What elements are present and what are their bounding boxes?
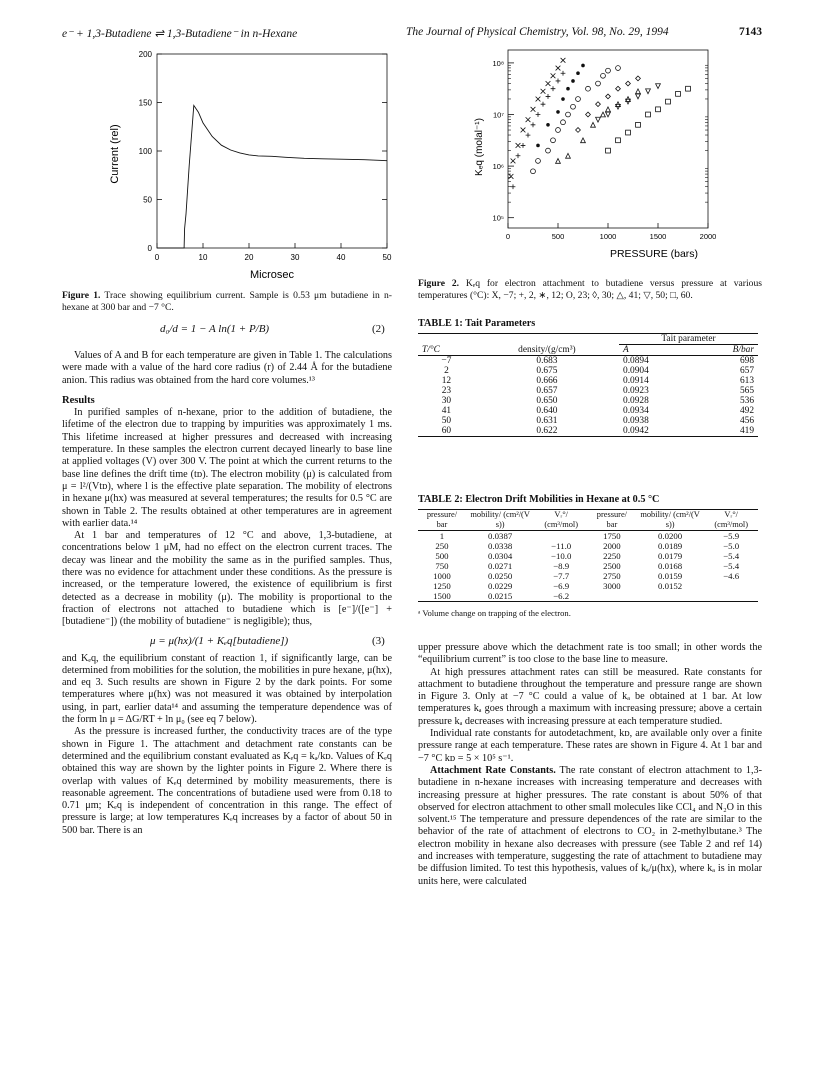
fig2-point-diamond	[636, 76, 641, 81]
paragraph: At high pressures attachment rates can still be measured. Rate constants for attachment to butadiene throughout the temperature and pressure range are shown in Figure 3. Only at −7 °C could a value of kₐ be obtained at 1 bar. At low temperatures kₐ goes through a maximum with increasing pressure; above a certain pressure kₐ decreases with increasing pressure at each temperature studied.	[418, 666, 762, 727]
fig2-point-triangle	[601, 112, 606, 117]
fig2-point-triangle-down	[606, 112, 611, 117]
table-cell: −5.0	[723, 541, 740, 551]
table-cell: 0.0338	[488, 541, 513, 551]
table-cell: 50	[441, 416, 452, 426]
table-2-header-row	[418, 510, 758, 531]
table-cell: −4.6	[723, 571, 740, 581]
table-cell: 0.0168	[658, 561, 683, 571]
equation-2: d₀/d = 1 − A ln(1 + P/B)	[160, 323, 270, 335]
fig2-point-o	[566, 112, 571, 117]
fig2-x-tick-label: 0	[505, 232, 511, 241]
fig1-x-tick-label: 50	[382, 253, 392, 262]
table-1-group-header: Tait parameter	[619, 334, 758, 345]
running-header-journal	[406, 26, 762, 38]
table-row	[418, 366, 758, 376]
table-cell: −5.4	[723, 561, 740, 571]
table-cell: 0.0938	[623, 416, 649, 426]
table-row	[418, 416, 758, 426]
table-row	[418, 561, 758, 571]
journal-citation: The Journal of Physical Chemistry, Vol. 98, No. 29, 1994	[406, 26, 669, 38]
table-row	[418, 541, 758, 551]
table-cell: 1750	[603, 531, 621, 541]
table-cell: 536	[739, 396, 754, 406]
fig2-point-o	[606, 68, 611, 73]
table-2-title: TABLE 2: Electron Drift Mobilities in Hexane at 0.5 °C	[418, 494, 660, 505]
running-header-title: e⁻ + 1,3-Butadiene ⇌ 1,3-Butadiene⁻ in n-Hexane	[62, 28, 298, 40]
table-cell: 0.0215	[488, 591, 513, 601]
fig1-x-ticks	[155, 243, 392, 262]
table-cell: 0.0914	[623, 376, 649, 386]
paragraph: As the pressure is increased further, the conductivity traces are of the type shown in Figure 1. The attachment and detachment rate constants can be determined and the equilibrium constant evaluated as Kₑq = kₐ/kᴅ. Values of Kₑq obtained this way are shown by the lighter points in Figure 2. Where there is overlap with values of Kₑq determined by mobility measurements, there is reasonable agreement. The concentrations of butadiene used were from 0.18 to 0.71 μm; Kₑq is independent of concentration in this range. The effect of pressure is large; at low temperatures Kₑq increases by a factor of about 50 in 500 bar. There is an	[62, 726, 392, 836]
fig1-x-tick-label: 30	[290, 253, 300, 262]
table-cell: 0.0387	[488, 531, 513, 541]
fig2-point-+	[511, 184, 516, 189]
paragraph	[418, 765, 762, 888]
table-cell: 2000	[603, 541, 621, 551]
table-cell: −8.9	[553, 561, 570, 571]
figure-1-chart	[62, 46, 392, 286]
fig2-point-o	[546, 148, 551, 153]
table-cell: 419	[739, 426, 754, 436]
paragraph: Individual rate constants for autodetachment, kᴅ, are available only over a finite pressure range at each temperature. These rates are shown in Figure 4. At 1 bar and −7 °C kᴅ = 5 × 10⁵ s⁻¹.	[418, 728, 762, 764]
table-1-header: B/bar	[732, 345, 754, 355]
fig1-y-tick-label: 100	[138, 147, 152, 156]
fig2-point-diamond	[576, 128, 581, 133]
table-1	[418, 318, 762, 437]
table-cell: −7	[441, 356, 452, 366]
fig2-point-square	[646, 112, 651, 117]
table-cell: 0.640	[536, 406, 558, 416]
fig2-point-triangle	[636, 89, 641, 94]
table-row	[418, 396, 758, 406]
paragraph: At 1 bar and temperatures of 12 °C and above, 1,3-butadiene, at concentrations below 1 μM, had no effect on the electron current traces. The decay was linear and the mobility the same as in the purified samples. Thus, there was no evidence for attachment under these conditions. As the pressure is increased, or the temperature lowered, the existence of equilibrium is first detected as a decrease in mobility (μ). The mobility is proportional to the fraction of electrons not attached to butadiene which is [e⁻]/([e⁻] + [butadiene⁻]) (the mobility of butadiene⁻ is negligible); thus,	[62, 530, 392, 628]
table-2-grid	[418, 509, 758, 602]
table-cell: 41	[441, 406, 452, 416]
table-2-footnote: ᵃ Volume change on trapping of the electron.	[418, 608, 571, 618]
table-cell: 0.0189	[658, 541, 683, 551]
table-cell: −6.2	[553, 591, 570, 601]
figure-2-label: Figure 2.	[418, 278, 460, 289]
table-cell: −5.9	[723, 531, 740, 541]
fig2-point-diamond	[606, 94, 611, 99]
right-column-text	[418, 642, 762, 888]
fig2-point-triangle-down	[646, 89, 651, 94]
fig2-point-o	[571, 104, 576, 109]
fig2-x-ticks	[506, 223, 716, 241]
fig1-x-tick-label: 20	[244, 253, 254, 262]
fig2-point-o	[556, 128, 561, 133]
fig1-x-tick-label: 40	[336, 253, 346, 262]
fig2-point-x	[509, 174, 514, 179]
fig2-data-points	[509, 58, 691, 189]
table-cell: 0.0904	[623, 366, 649, 376]
figure-2-caption	[418, 278, 762, 301]
table-1-body	[418, 356, 758, 437]
table-2-header: mobility/ (cm²/(V s))	[640, 510, 700, 529]
fig1-frame	[157, 54, 387, 248]
table-cell: 2500	[603, 561, 621, 571]
fig2-point-*	[557, 111, 560, 114]
fig2-point-o	[576, 97, 581, 102]
fig1-x-tick-label: 10	[198, 253, 208, 262]
table-cell: 1500	[433, 591, 451, 601]
fig2-point-*	[572, 80, 575, 83]
fig2-point-x	[511, 159, 516, 164]
fig2-point-*	[567, 87, 570, 90]
fig2-point-triangle	[591, 122, 596, 127]
subsection-heading: Attachment Rate Constants.	[430, 764, 556, 776]
fig2-point-triangle	[556, 159, 561, 164]
fig2-point-o	[551, 138, 556, 143]
table-1-title: TABLE 1: Tait Parameters	[418, 318, 536, 329]
fig1-y-tick-label: 150	[138, 98, 152, 108]
fig2-point-x	[556, 66, 561, 71]
fig1-y-ticks	[139, 50, 387, 253]
table-row	[418, 406, 758, 416]
fig2-point-diamond	[586, 112, 591, 117]
fig2-point-square	[666, 99, 671, 104]
table-cell: −10.0	[551, 551, 572, 561]
table-2-header: Vᵣ°/ (cm³/mol)	[544, 510, 579, 529]
fig1-y-axis-label: Current (rel)	[109, 124, 121, 184]
table-cell: 2	[444, 366, 449, 376]
table-2-header: pressure/ bar	[426, 510, 458, 529]
fig2-frame	[508, 50, 708, 228]
figure-2-caption-text: Kₑq for electron attachment to butadiene versus pressure at various temperatures (°C): X, −7; +, 2, ∗, 12; O, 23; ◊, 30; △, 41; ▽, 50; □, 60.	[418, 278, 762, 301]
fig2-point-o	[586, 86, 591, 91]
table-cell: 0.650	[536, 396, 558, 406]
table-cell: 0.675	[536, 366, 558, 376]
table-cell: 0.0942	[623, 426, 649, 436]
fig2-point-square	[656, 107, 661, 112]
fig2-point-diamond	[626, 81, 631, 86]
fig1-x-axis-label: Microsec	[249, 269, 295, 281]
fig1-x-tick-label: 0	[154, 253, 160, 262]
fig2-x-tick-label: 500	[551, 232, 565, 241]
fig2-point-+	[541, 102, 546, 107]
fig2-point-triangle	[566, 153, 571, 158]
table-cell	[704, 581, 758, 591]
fig2-point-*	[562, 98, 565, 101]
fig2-x-tick-label: 1500	[649, 232, 667, 241]
table-cell: 2250	[603, 551, 621, 561]
table-cell: −7.7	[553, 571, 570, 581]
fig2-point-x	[561, 58, 566, 63]
table-cell: 565	[739, 386, 754, 396]
table-cell: 0.683	[536, 356, 558, 366]
table-cell: 0.0928	[623, 396, 649, 406]
table-cell: 0.0894	[623, 356, 649, 366]
section-heading-results: Results	[62, 394, 95, 406]
table-cell: 23	[441, 386, 452, 396]
table-cell: −11.0	[551, 541, 572, 551]
fig2-point-+	[531, 122, 536, 127]
page-number: 7143	[739, 26, 762, 38]
fig2-point-x	[526, 117, 531, 122]
fig2-point-o	[596, 81, 601, 86]
fig2-point-triangle-down	[656, 84, 661, 89]
table-cell	[636, 591, 705, 602]
figure-1-label: Figure 1.	[62, 290, 101, 301]
table-cell: 698	[739, 356, 754, 366]
table-cell	[704, 591, 758, 602]
fig2-point-triangle-down	[596, 117, 601, 122]
table-cell: 0.0200	[658, 531, 683, 541]
table-2-body	[418, 531, 758, 602]
fig1-y-tick-label: 200	[138, 50, 152, 59]
figure-2-chart	[418, 42, 762, 282]
table-cell: 0.0229	[488, 581, 513, 591]
table-cell: 0.622	[536, 426, 558, 436]
table-row	[418, 551, 758, 561]
table-cell: 0.0923	[623, 386, 649, 396]
fig2-point-square	[606, 148, 611, 153]
table-1-header: A	[623, 345, 629, 355]
table-row	[418, 426, 758, 437]
fig2-point-square	[626, 130, 631, 135]
figure-1-caption	[62, 290, 392, 313]
table-cell: 60	[441, 426, 452, 436]
fig2-x-tick-label: 2000	[699, 232, 717, 241]
paragraph: In purified samples of n-hexane, prior to the addition of butadiene, the lifetime of the electron due to trapping by impurities was approximately 1 ms. This lifetime increased at higher pressures and decreased with increasing temperature. In these samples the electron current decayed linearly to base line at applied voltages (V) over 300 V. The point at which the current returns to the base line defines the drift time (tᴅ). The electron mobility (μ) is calculated from μ = l²/(Vtᴅ), where l is the effective plate separation. The mobility of electrons in hexane μ(hx) was measured at several temperatures; the results for 0.5 °C are shown in Table 2. The results obtained at other temperatures are in agreement with earlier data.¹⁴	[62, 407, 392, 529]
fig2-point-square	[676, 91, 681, 96]
fig2-y-tick-label: 10⁵	[492, 213, 504, 223]
fig2-point-o	[536, 159, 541, 164]
table-cell: −6.9	[553, 581, 570, 591]
table-row	[418, 571, 758, 581]
table-2-header: Vᵣ°/ (cm³/mol)	[714, 510, 749, 529]
fig2-point-*	[582, 64, 585, 67]
table-1-header: T/°C	[422, 344, 440, 355]
fig2-point-+	[546, 94, 551, 99]
table-cell: 0.0250	[488, 571, 513, 581]
table-cell: 30	[441, 396, 452, 406]
fig2-point-square	[686, 86, 691, 91]
table-1-grid	[418, 333, 758, 437]
table-cell: 613	[739, 376, 754, 386]
fig2-point-x	[541, 89, 546, 94]
fig2-point-+	[536, 112, 541, 117]
table-cell: 500	[435, 551, 449, 561]
fig2-point-x	[516, 143, 521, 148]
fig2-x-tick-label: 1000	[599, 232, 617, 241]
fig2-point-diamond	[596, 102, 601, 107]
paragraph: upper pressure above which the detachment rate is too small; in other words the “equilibrium current” is too close to the base line to measure.	[418, 642, 762, 666]
figure-1-caption-text: Trace showing equilibrium current. Sample is 0.53 μm butadiene in n-hexane at 300 bar and −7 °C.	[62, 290, 392, 313]
fig2-point-square	[636, 122, 641, 127]
fig2-point-+	[556, 79, 561, 84]
fig2-point-o	[561, 120, 566, 125]
fig2-point-x	[546, 81, 551, 86]
equation-3-block	[62, 629, 392, 653]
table-cell: 12	[441, 376, 452, 386]
fig2-point-+	[521, 143, 526, 148]
fig2-point-*	[537, 144, 540, 147]
table-cell	[534, 531, 588, 542]
paragraph-text: The rate constant of electron attachment to 1,3-butadiene in n-hexane increases with increasing temperature and decreases with increasing pressure at higher pressures. The rate constant is about 50% of that observed for electron attachment to other small molecules like CCl₄ and N₂O in this solvent.¹⁵ The temperature and pressure dependences of the rate are similar to the behavior of the rate of attachment of electrons to CO₂ in 2-methylbutane.³ The electron mobility in hexane also decreases with pressure (see Table 2 and ref 14) and increases with temperature, suggesting the rate of attachment to butadiene may be diffusion limited. To test this hypothesis, values of kₐ/μ(hx), where kₐ is in molar units here, were calculated	[418, 764, 762, 887]
fig2-point-+	[561, 71, 566, 76]
table-cell: 657	[739, 366, 754, 376]
table-row	[418, 386, 758, 396]
table-cell: 0.657	[536, 386, 558, 396]
fig2-point-o	[616, 66, 621, 71]
fig1-y-tick-label: 0	[147, 244, 152, 253]
table-cell: 0.666	[536, 376, 558, 386]
fig2-point-o	[531, 169, 536, 174]
table-cell: 1	[439, 531, 445, 541]
table-cell: 1000	[433, 571, 451, 581]
table-2	[418, 494, 762, 618]
table-cell: 0.0934	[623, 406, 649, 416]
fig2-point-+	[551, 86, 556, 91]
table-cell: 2750	[603, 571, 621, 581]
fig2-point-o	[601, 73, 606, 78]
equation-3: μ = μ(hx)/(1 + Kₑq[butadiene])	[150, 634, 289, 647]
fig2-point-diamond	[616, 86, 621, 91]
table-row	[418, 531, 758, 542]
paragraph: and Kₑq, the equilibrium constant of reaction 1, if significantly large, can be determined from mobilities for the solution, the mobilities in pure hexane, μ(hx), and eq 3. Such results are shown in Figure 2 by the dark points. For some temperatures where μ(hx) was not measured it was obtained by interpolation using, in part, earlier data¹⁴ and assuming the temperature dependence was of the form ln μ = ΔG/RT + ln μ₀ (see eq 7 below).	[62, 652, 392, 726]
table-cell: 0.0271	[488, 561, 513, 571]
fig2-point-*	[547, 123, 550, 126]
table-cell: 492	[739, 406, 754, 416]
table-row	[418, 591, 758, 602]
fig2-point-square	[616, 138, 621, 143]
equation-3-number: (3)	[372, 634, 385, 647]
table-2-header: mobility/ (cm²/(V s))	[470, 510, 530, 529]
table-cell: 750	[435, 561, 449, 571]
table-cell: 0.631	[536, 416, 558, 426]
fig2-point-x	[521, 128, 526, 133]
table-2-header: pressure/ bar	[596, 510, 628, 529]
table-row	[418, 581, 758, 591]
fig2-point-x	[531, 107, 536, 112]
table-cell: 0.0159	[658, 571, 683, 581]
fig2-point-*	[577, 72, 580, 75]
table-row	[418, 376, 758, 386]
fig2-point-+	[516, 153, 521, 158]
left-column-text	[62, 350, 392, 837]
table-cell: 0.0179	[658, 551, 683, 561]
fig2-y-tick-label: 10⁸	[492, 58, 504, 68]
fig2-x-axis-label: PRESSURE (bars)	[609, 248, 699, 260]
fig1-y-tick-label: 50	[143, 195, 152, 205]
fig2-y-axis-label: Kₑq (molal⁻¹)	[474, 118, 485, 176]
table-cell: 250	[435, 541, 449, 551]
table-row	[418, 356, 758, 367]
fig2-point-x	[551, 73, 556, 78]
fig2-point-triangle-down	[636, 94, 641, 99]
equation-2-number: (2)	[372, 323, 385, 335]
table-cell: 0.0152	[658, 581, 683, 591]
table-cell: 3000	[603, 581, 621, 591]
table-cell: −5.4	[723, 551, 740, 561]
table-cell: 0.0304	[488, 551, 513, 561]
fig2-point-triangle	[581, 138, 586, 143]
fig2-y-tick-label: 10⁶	[492, 162, 504, 172]
fig1-current-trace	[157, 105, 387, 248]
fig2-y-tick-label: 10⁷	[492, 110, 504, 120]
table-1-header: density/(g/cm³)	[518, 344, 576, 355]
fig2-point-triangle	[606, 107, 611, 112]
paragraph: Values of A and B for each temperature are given in Table 1. The calculations were made with a value of the hard core radius (r) of 2.44 Å for the butadiene anion. This radius was obtained from the hard core volumes.¹³	[62, 350, 392, 386]
table-cell: 456	[739, 416, 754, 426]
table-cell: 1250	[433, 581, 451, 591]
fig2-point-x	[536, 97, 541, 102]
fig2-point-+	[526, 133, 531, 138]
table-cell	[588, 591, 636, 602]
